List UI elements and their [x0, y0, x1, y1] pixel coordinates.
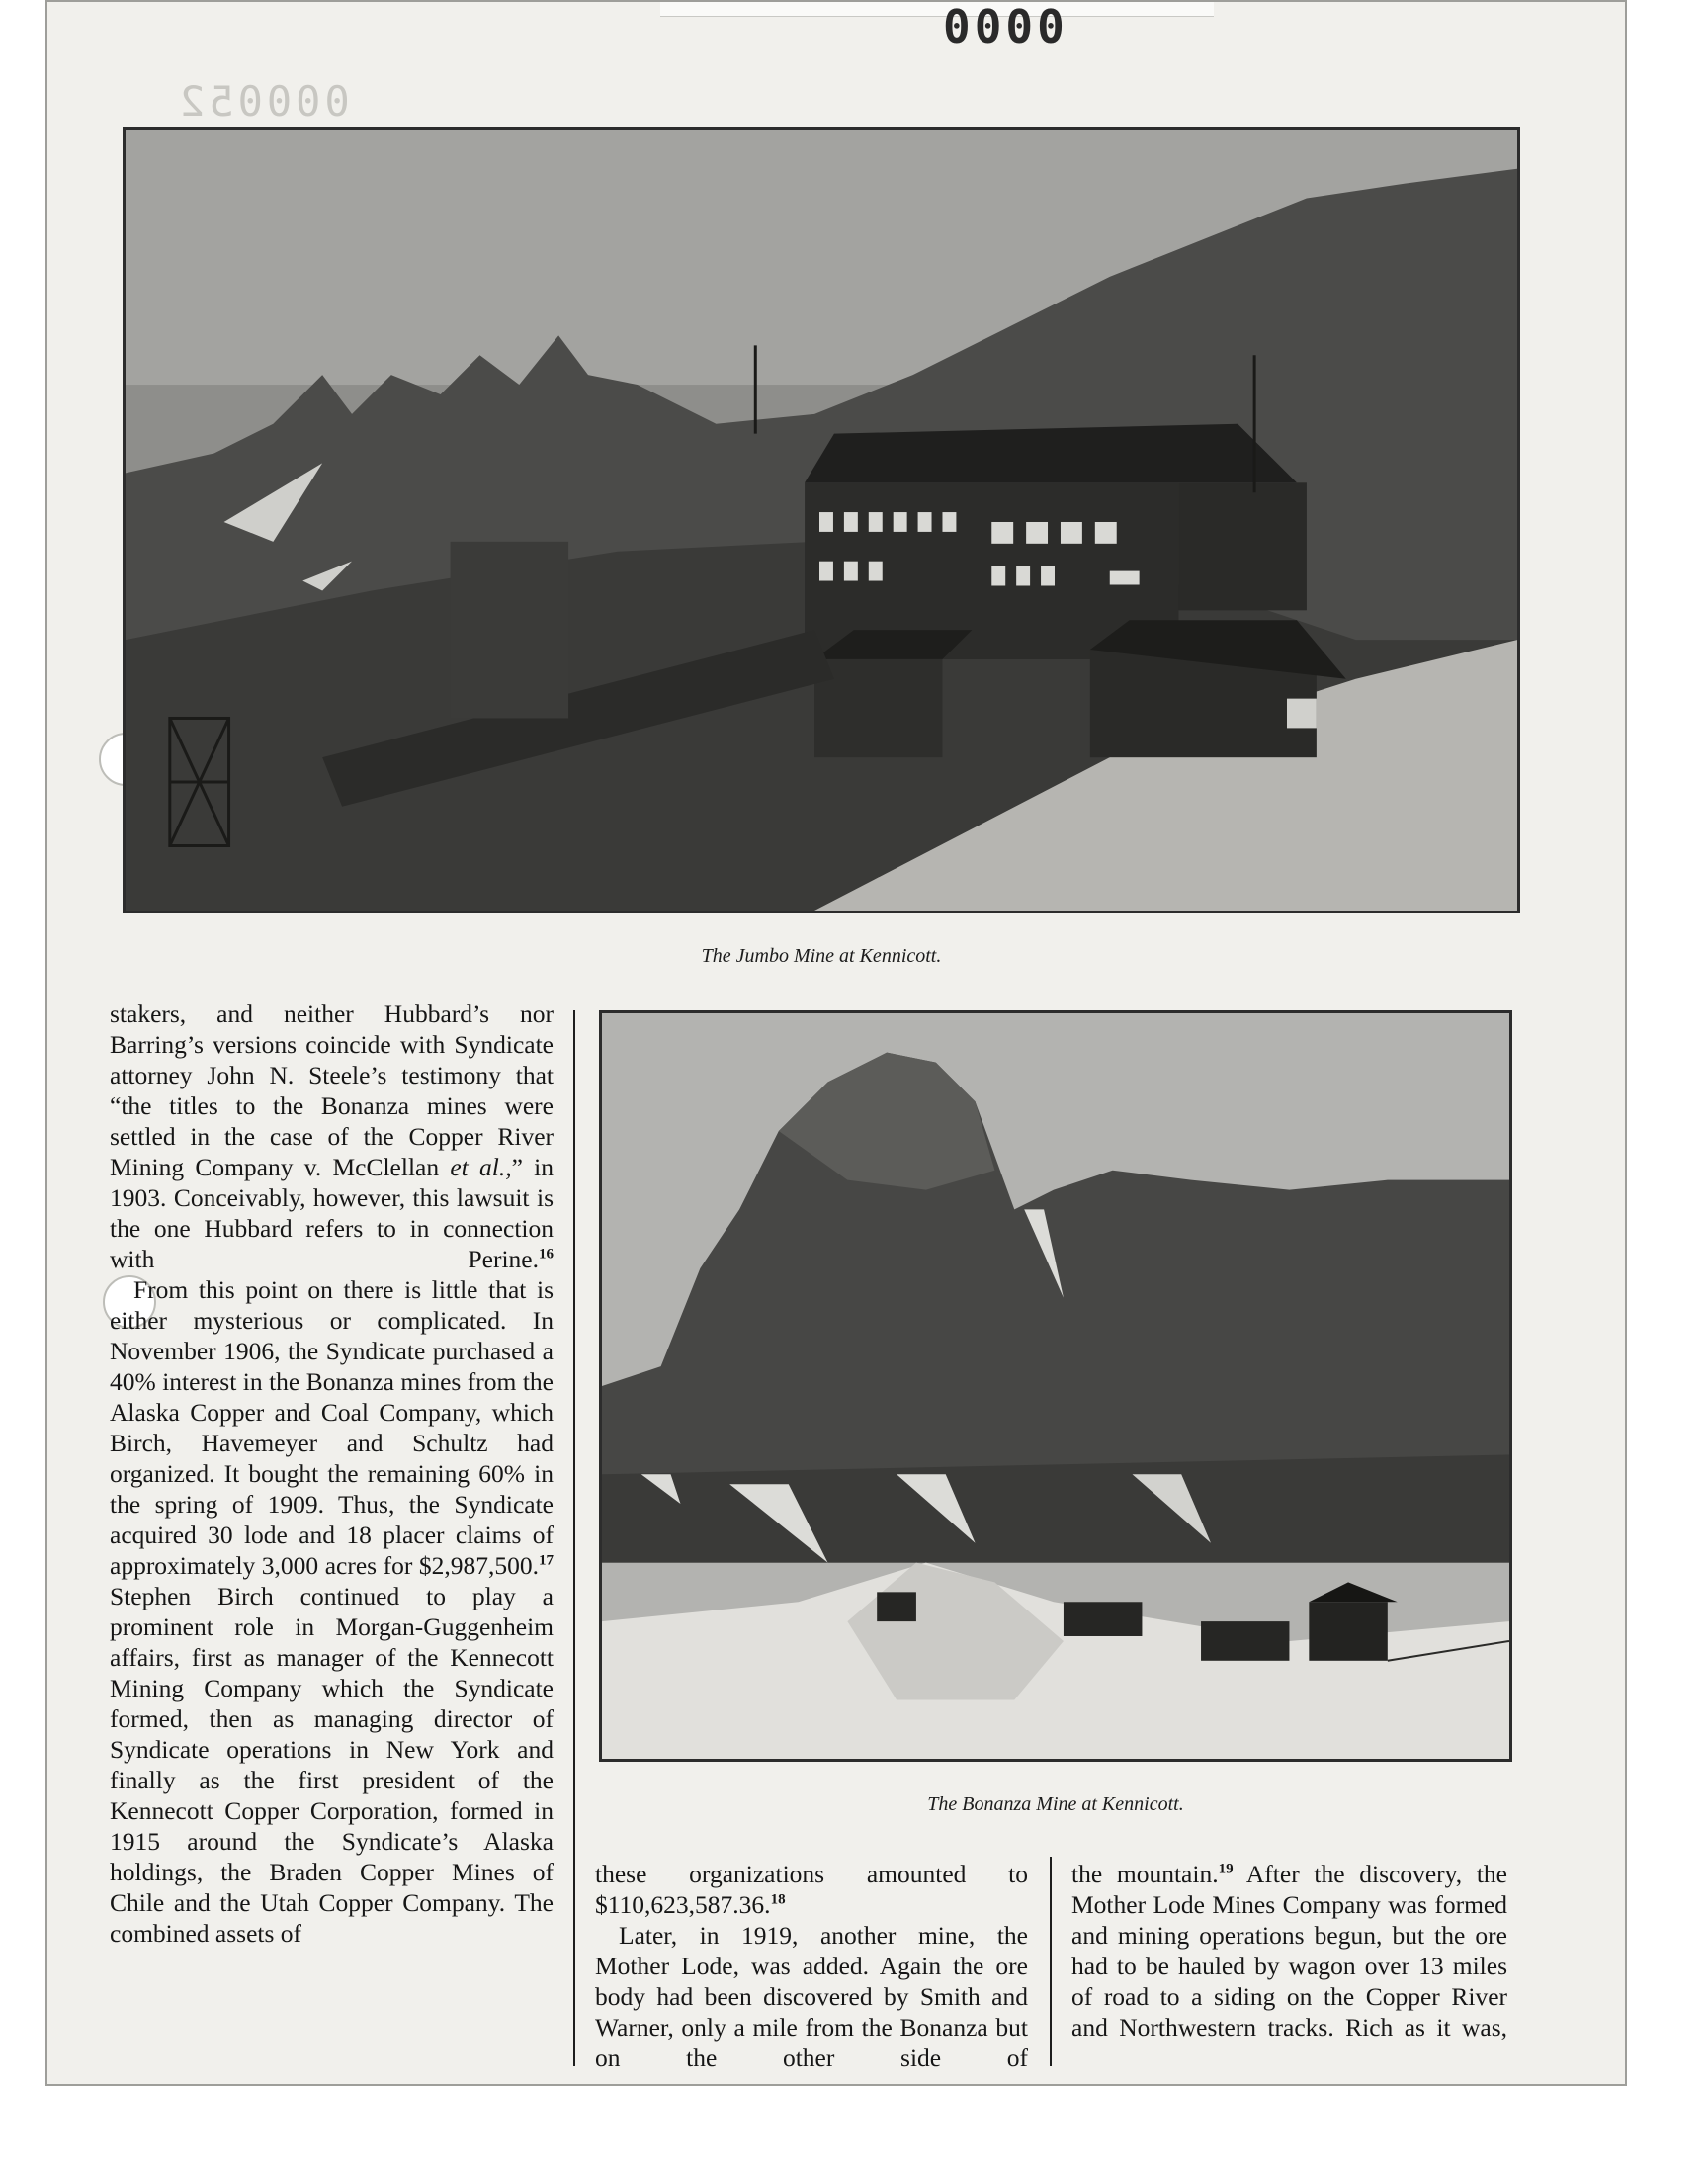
left-paragraph-2	[110, 1274, 554, 1949]
right-text-column	[1071, 1859, 1507, 2043]
footnote-ref-18: 18	[770, 1891, 786, 1908]
right-paragraph-1-text-b: After the discovery, the Mother Lode Mines Company was formed and mining operations begun, but the ore had to be hauled by wagon over 13 miles of road to a siding on the Copper River and Northwestern tracks. Rich as it was,	[1071, 1860, 1507, 2042]
middle-paragraph-1-text: these organizations amounted to $110,623,587.36.	[595, 1860, 1028, 1919]
left-paragraph-1-text-b: ” in 1903. Conceivably, however, this lawsuit is the one Hubbard refers to in connection with Perine.	[110, 1153, 554, 1273]
middle-text-column	[595, 1859, 1028, 2073]
left-paragraph-2-text-a: From this point on there is little that is either mysterious or complicated. In November 1906, the Syndicate purchased a 40% interest in the Bonanza mines from the Alaska Copper and Coal Company, which Birch, Havemeyer and Schultz had organized. It bought the remaining 60% in the spring of 1909. Thus, the Syndicate acquired 30 lode and 18 placer claims of approximately 3,000 acres for $2,987,500.	[110, 1275, 554, 1580]
left-text-column	[110, 999, 554, 1949]
footnote-ref-16: 16	[539, 1246, 554, 1262]
right-paragraph-1	[1071, 1859, 1507, 2043]
bonanza-mine-illustration	[602, 1013, 1509, 1759]
column-rule-left	[573, 1010, 575, 2066]
paper-edge	[660, 2, 1214, 17]
middle-paragraph-2: Later, in 1919, another mine, the Mother Lode, was added. Again the ore body had been discovered by Smith and Warner, only a mile from the Bonanza but on the other side of	[595, 1921, 1028, 2072]
left-paragraph-1	[110, 999, 554, 1274]
middle-paragraph-1	[595, 1859, 1028, 1920]
document-number-stamp: 0000	[943, 0, 1068, 53]
bonanza-mine-caption: The Bonanza Mine at Kennicott.	[927, 1793, 1184, 1815]
left-paragraph-2-text-b: Stephen Birch continued to play a prominent role in Morgan-Guggenheim affairs, first as manager of the Kennecott Mining Company which the Syndicate formed, then as managing director of Syndicate operations in New York and finally as the first president of the Kennecott Copper Corporation, formed in 1915 around the Syndicate’s Alaska holdings, the Braden Copper Mines of Chile and the Utah Copper Company. The combined assets of	[110, 1582, 554, 1948]
bleed-through-stamp: 000052	[176, 77, 350, 126]
left-paragraph-1-italic: et al.,	[450, 1153, 512, 1181]
bonanza-mine-photo	[599, 1010, 1512, 1762]
footnote-ref-17: 17	[539, 1552, 554, 1569]
jumbo-mine-photo	[123, 127, 1520, 914]
jumbo-mine-caption: The Jumbo Mine at Kennicott.	[701, 945, 942, 967]
footnote-ref-19: 19	[1218, 1861, 1234, 1877]
right-paragraph-1-text-a: the mountain.	[1071, 1860, 1219, 1888]
left-paragraph-1-text-a: stakers, and neither Hubbard’s nor Barring’s versions coincide with Syndicate attorney John N. Steele’s testimony that “the titles to the Bonanza mines were settled in the case of the Copper River Mining Company v. McClellan	[110, 1000, 554, 1181]
jumbo-mine-illustration	[126, 130, 1517, 911]
column-rule-middle	[1050, 1857, 1052, 2066]
